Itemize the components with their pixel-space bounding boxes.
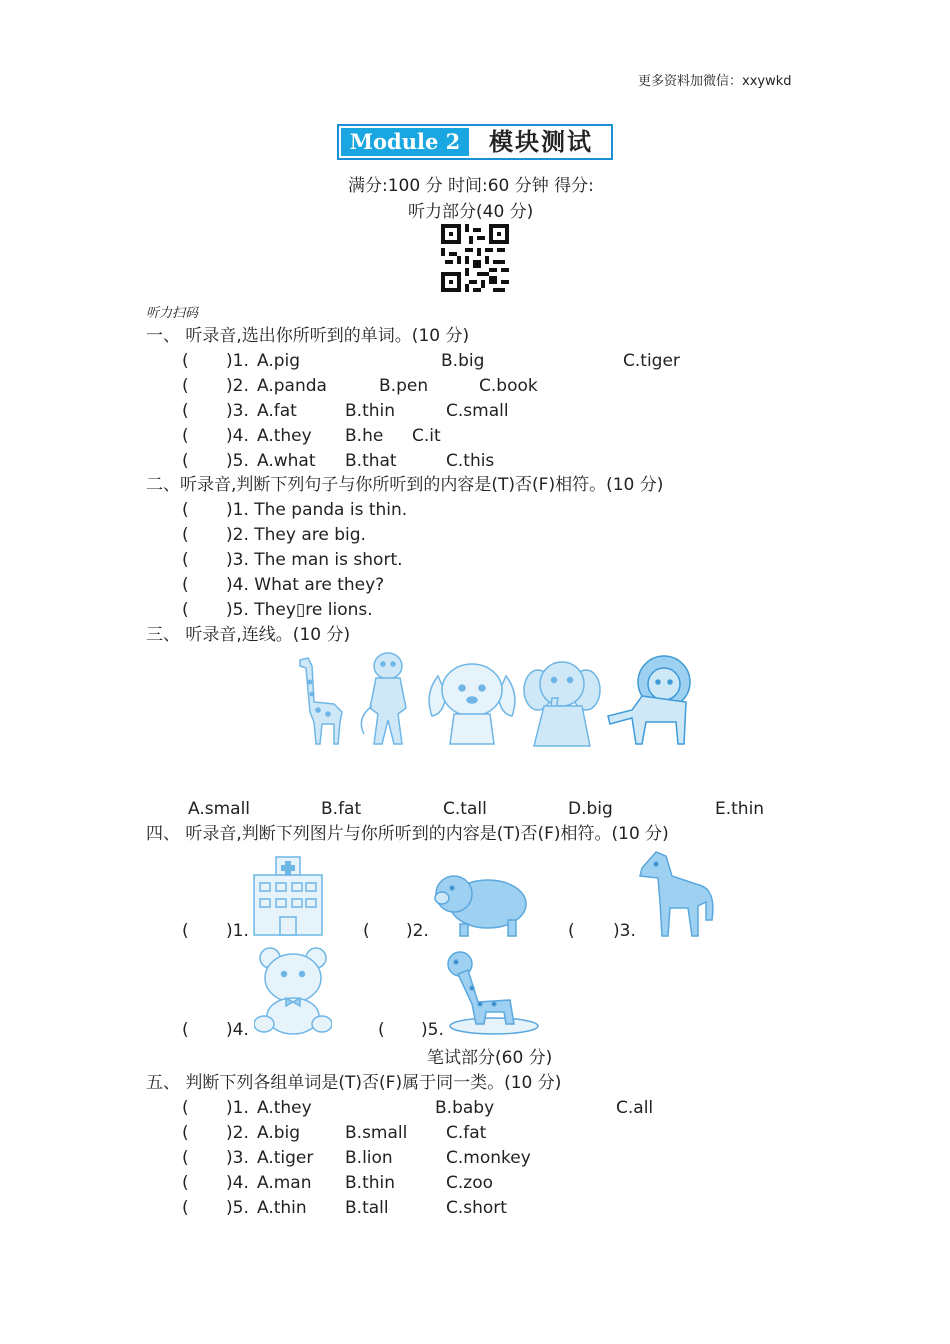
section2-item-3: )3. The man is short. <box>226 550 403 570</box>
option-a: A.big <box>257 1123 301 1143</box>
teddy-bear-icon <box>254 946 332 1036</box>
item-number: )1. <box>226 351 249 371</box>
option-c: C.short <box>446 1198 507 1218</box>
option-b: B.small <box>345 1123 408 1143</box>
answer-bracket[interactable]: ( <box>182 351 189 371</box>
qr-code-icon[interactable] <box>441 224 509 292</box>
answer-bracket[interactable]: ( <box>182 921 189 941</box>
option-c: C.this <box>446 451 495 471</box>
section3-option-c: C.tall <box>443 799 487 819</box>
section3-option-b: B.fat <box>321 799 362 819</box>
option-a: A.fat <box>257 401 297 421</box>
banner-title: 模块测试 <box>489 127 593 156</box>
option-b: B.thin <box>345 401 396 421</box>
info-line: 满分:100 分 时间:60 分钟 得分: <box>348 176 594 196</box>
option-a: A.panda <box>257 376 327 396</box>
written-title: 笔试部分(60 分) <box>427 1048 553 1068</box>
section4-item-3: )3. <box>613 921 636 941</box>
option-a: A.man <box>257 1173 312 1193</box>
hospital-icon <box>250 855 326 937</box>
item-number: )3. <box>226 401 249 421</box>
item-number: )3. <box>226 1148 249 1168</box>
answer-bracket[interactable]: ( <box>182 1198 189 1218</box>
answer-bracket[interactable]: ( <box>182 426 189 446</box>
lion-icon <box>602 652 698 748</box>
section4-item-5: )5. <box>421 1020 444 1040</box>
option-b: B.baby <box>435 1098 495 1118</box>
item-number: )2. <box>226 1123 249 1143</box>
section4-item-4: )4. <box>226 1020 249 1040</box>
header-note: 更多资料加微信：xxywkd <box>638 74 792 89</box>
answer-bracket[interactable]: ( <box>182 1020 189 1040</box>
section3-option-d: D.big <box>568 799 613 819</box>
item-number: )4. <box>226 1173 249 1193</box>
section2-item-1: )1. The panda is thin. <box>226 500 408 520</box>
answer-bracket[interactable]: ( <box>378 1020 385 1040</box>
item-number: )5. <box>226 451 249 471</box>
answer-bracket[interactable]: ( <box>182 500 189 520</box>
option-c: C.book <box>479 376 538 396</box>
option-c: C.fat <box>446 1123 487 1143</box>
answer-bracket[interactable]: ( <box>182 575 189 595</box>
answer-bracket[interactable]: ( <box>182 401 189 421</box>
option-b: B.lion <box>345 1148 393 1168</box>
answer-bracket[interactable]: ( <box>182 550 189 570</box>
section2-title: 二、听录音,判断下列句子与你所听到的内容是(T)否(F)相符。(10 分) <box>146 475 664 495</box>
option-b: B.pen <box>379 376 429 396</box>
section5-title: 五、 判断下列各组单词是(T)否(F)属于同一类。(10 分) <box>146 1073 562 1093</box>
answer-bracket[interactable]: ( <box>182 1123 189 1143</box>
item-number: )5. <box>226 1198 249 1218</box>
section4-title: 四、 听录音,判断下列图片与你所听到的内容是(T)否(F)相符。(10 分) <box>146 824 669 844</box>
section2-item-4: )4. What are they? <box>226 575 385 595</box>
banner-module: Module 2 <box>341 128 469 156</box>
elephant-icon <box>520 654 604 748</box>
option-c: C.it <box>412 426 441 446</box>
answer-bracket[interactable]: ( <box>182 1148 189 1168</box>
pig-icon <box>430 864 530 938</box>
section1-title: 一、 听录音,选出你所听到的单词。(10 分) <box>146 326 470 346</box>
answer-bracket[interactable]: ( <box>182 451 189 471</box>
section3-option-e: E.thin <box>715 799 765 819</box>
section2-item-5: )5. They▯re lions. <box>226 600 373 620</box>
answer-bracket[interactable]: ( <box>182 1098 189 1118</box>
qr-caption: 听力扫码 <box>146 306 199 321</box>
section2-item-2: )2. They are big. <box>226 525 366 545</box>
answer-bracket[interactable]: ( <box>568 921 575 941</box>
option-a: A.thin <box>257 1198 307 1218</box>
option-a: A.tiger <box>257 1148 314 1168</box>
section3-option-a: A.small <box>188 799 251 819</box>
section4-item-1: )1. <box>226 921 249 941</box>
option-b: B.tall <box>345 1198 389 1218</box>
listening-title: 听力部分(40 分) <box>408 202 534 222</box>
section4-item-2: )2. <box>406 921 429 941</box>
item-number: )4. <box>226 426 249 446</box>
option-c: C.small <box>446 401 509 421</box>
section3-title: 三、 听录音,连线。(10 分) <box>146 625 351 645</box>
item-number: )1. <box>226 1098 249 1118</box>
monkey-icon <box>350 648 422 748</box>
giraffe-icon <box>290 652 352 748</box>
answer-bracket[interactable]: ( <box>182 525 189 545</box>
horse-icon <box>636 846 718 938</box>
option-b: B.he <box>345 426 384 446</box>
option-c: C.all <box>616 1098 654 1118</box>
option-c: C.monkey <box>446 1148 531 1168</box>
answer-bracket[interactable]: ( <box>182 1173 189 1193</box>
baby-giraffe-icon <box>444 942 542 1036</box>
option-b: B.that <box>345 451 397 471</box>
answer-bracket[interactable]: ( <box>182 376 189 396</box>
option-b: B.thin <box>345 1173 396 1193</box>
option-c: C.tiger <box>623 351 680 371</box>
answer-bracket[interactable]: ( <box>182 600 189 620</box>
module-banner <box>337 124 613 160</box>
option-a: A.pig <box>257 351 301 371</box>
option-a: A.they <box>257 426 312 446</box>
option-a: A.they <box>257 1098 312 1118</box>
answer-bracket[interactable]: ( <box>363 921 370 941</box>
option-b: B.big <box>441 351 485 371</box>
item-number: )2. <box>226 376 249 396</box>
dog-icon <box>424 654 520 748</box>
option-a: A.what <box>257 451 316 471</box>
option-c: C.zoo <box>446 1173 493 1193</box>
